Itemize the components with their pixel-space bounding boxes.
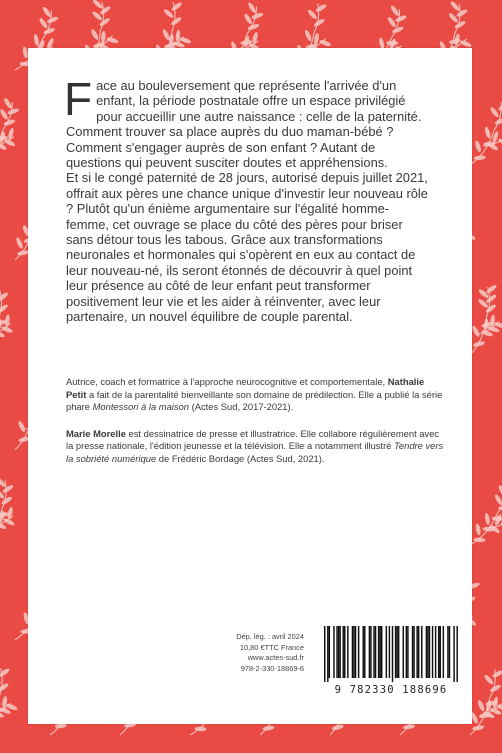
- price: 10,80 €TTC France: [239, 642, 304, 652]
- drop-cap: F: [64, 73, 93, 125]
- blurb-paragraph-2: Et si le congé paternité de 28 jours, autorisé depuis juillet 2021, offrait aux pères une chance unique d'investir leur nouveau rôle ? Plutôt qu'un énième argumentaire sur l'égalité homme-femme, cet ouvrage se place du côté des pères pour briser sans détour tous les tabous. Grâce aux transformations neuronales et hormonales qui s'opèrent en eux au contact de leur nouveau-né, ils seront étonnés de découvrir à quel point leur présence au côté de leur enfant peut transformer positivement leur vie et les aider à réinventer, avec leur partenaire, un nouvel équilibre de couple parental.: [66, 170, 428, 325]
- barcode: [316, 624, 466, 702]
- illustrator-name: Marie Morelle: [66, 427, 126, 439]
- barcode-bars: [324, 626, 458, 682]
- illustrator-bio: Marie Morelle est dessinatrice de presse et illustratrice. Elle collabore régulièrement avec la presse nationale, l'édition jeunesse et la télévision. Elle a notamment illustré Tendre vers la sobriété numérique de Frédéric Bordage (Actes Sud, 2021).: [66, 427, 444, 464]
- blurb-paragraph-1-text: ace au bouleversement que représente l'arrivée d'un enfant, la période postnatale offre un espace privilégié pour accueillir une autre naissance : celle de la paternité. Comment trouver sa place auprès du duo maman-bébé ? Comment s'engager auprès de son enfant ? Autant de questions qui peuvent susciter doutes et appréhensions.: [66, 78, 422, 171]
- blurb-text: [64, 73, 432, 325]
- author-bios: [66, 376, 446, 480]
- isbn: 978-2-330-18869-6: [240, 663, 304, 673]
- blurb-paragraph-1: [64, 73, 432, 171]
- legal-deposit: Dép. lég. : avril 2024: [236, 632, 304, 641]
- imprint-block: [214, 632, 304, 674]
- author-bio: Autrice, coach et formatrice à l'approche neurocognitive et comportementale, Nathalie Petit a fait de la parentalité bienveillante son domaine de prédilection. Elle a publié la série phare Montessori à la maison (Actes Sud, 2017-2021).: [66, 376, 443, 413]
- publisher-website: www.actes-sud.fr: [247, 653, 304, 663]
- barcode-digits: 9 782330 188696: [334, 684, 448, 696]
- back-cover-panel: [28, 48, 472, 724]
- author-name: Nathalie Petit: [66, 376, 425, 400]
- series-title: Montessori à la maison: [92, 401, 189, 413]
- illustrated-book-title: Tendre vers la sobriété numérique: [66, 440, 444, 464]
